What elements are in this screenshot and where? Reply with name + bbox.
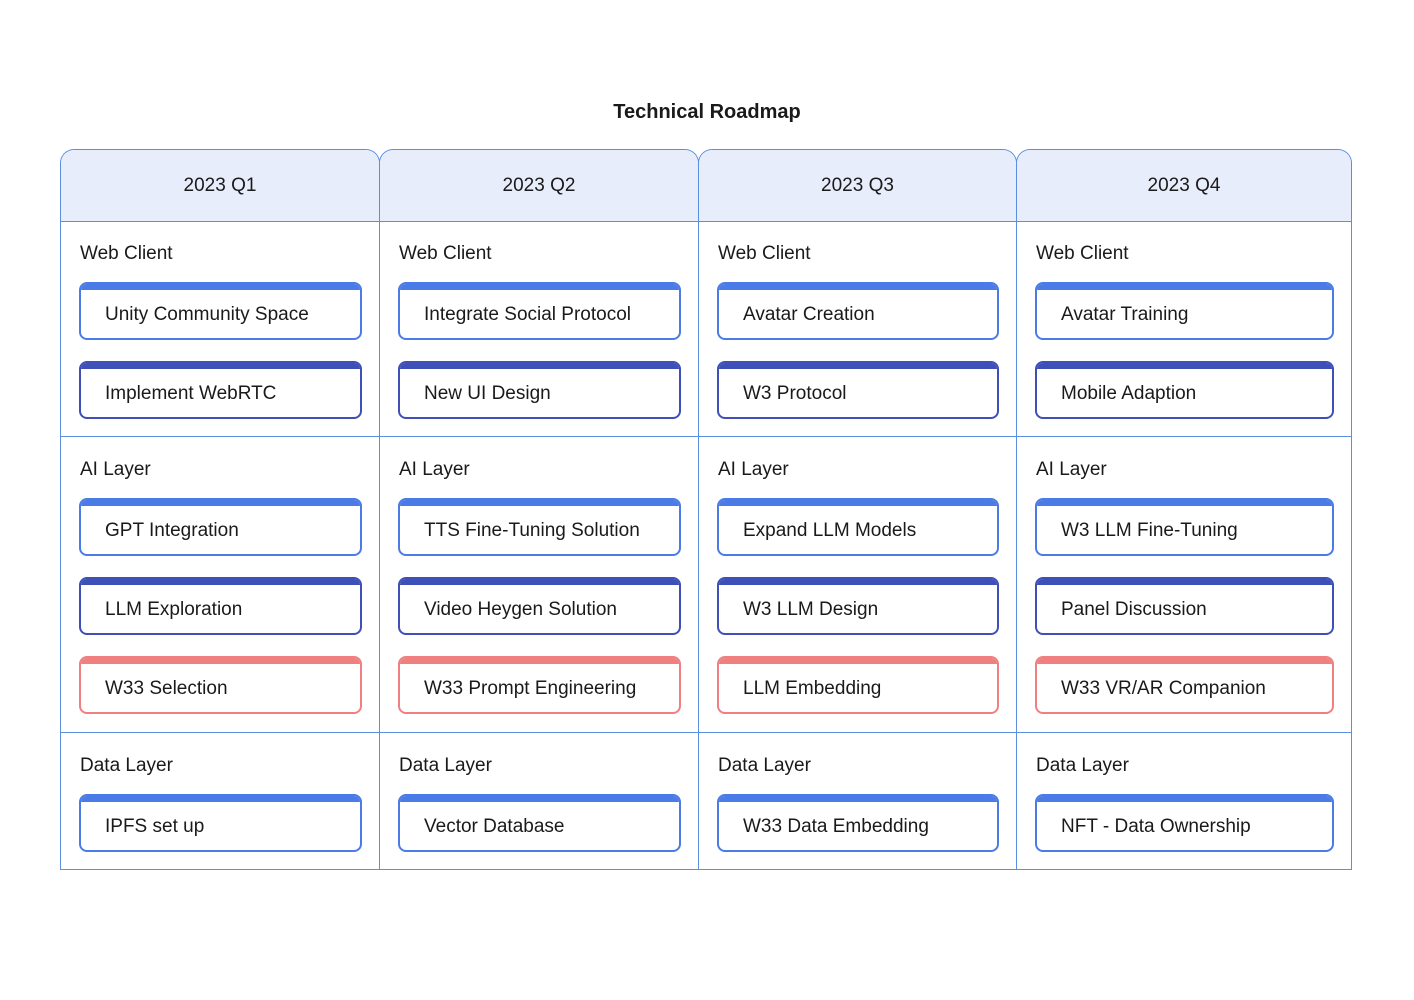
card-label: Vector Database (424, 815, 565, 837)
section-label: Web Client (80, 243, 173, 264)
card-label: Video Heygen Solution (424, 598, 617, 620)
roadmap-card[interactable] (398, 361, 681, 419)
data-layer-section (1017, 733, 1351, 870)
card-label: Expand LLM Models (743, 519, 917, 541)
card-label: W3 LLM Fine-Tuning (1061, 519, 1238, 541)
section-label: AI Layer (399, 459, 470, 480)
roadmap-card[interactable] (717, 577, 999, 635)
data-layer-section (699, 733, 1016, 870)
roadmap-card[interactable] (398, 656, 681, 714)
roadmap-card[interactable] (717, 282, 999, 340)
roadmap-card[interactable] (1035, 498, 1334, 556)
roadmap-card[interactable] (1035, 282, 1334, 340)
section-label: Data Layer (80, 755, 173, 776)
section-label: Web Client (399, 243, 492, 264)
card-label: W33 Selection (105, 677, 228, 699)
card-label: NFT - Data Ownership (1061, 815, 1251, 837)
section-label: AI Layer (718, 459, 789, 480)
card-label: Avatar Training (1061, 303, 1189, 325)
roadmap-card[interactable] (79, 656, 362, 714)
section-label: Data Layer (1036, 755, 1129, 776)
roadmap-card[interactable] (1035, 656, 1334, 714)
section-label: Web Client (1036, 243, 1129, 264)
section-label: Data Layer (399, 755, 492, 776)
web-layer-section (699, 221, 1016, 437)
data-layer-section (61, 733, 379, 870)
quarter-column (1016, 149, 1352, 870)
card-label: Panel Discussion (1061, 598, 1207, 620)
roadmap-card[interactable] (79, 794, 362, 852)
web-layer-section (380, 221, 698, 437)
roadmap-card[interactable] (717, 794, 999, 852)
card-label: IPFS set up (105, 815, 205, 837)
card-label: W33 Data Embedding (743, 815, 929, 837)
card-label: Unity Community Space (105, 303, 309, 325)
roadmap-card[interactable] (79, 577, 362, 635)
card-label: LLM Embedding (743, 677, 882, 699)
roadmap-card[interactable] (717, 361, 999, 419)
roadmap-card[interactable] (1035, 794, 1334, 852)
card-label: Integrate Social Protocol (424, 303, 632, 325)
quarter-column (698, 149, 1017, 870)
card-label: W33 Prompt Engineering (424, 677, 637, 699)
roadmap-card[interactable] (1035, 577, 1334, 635)
roadmap-card[interactable] (398, 498, 681, 556)
roadmap-card[interactable] (717, 656, 999, 714)
roadmap-card[interactable] (398, 577, 681, 635)
card-label: New UI Design (424, 382, 551, 404)
quarter-header: 2023 Q4 (1017, 150, 1351, 222)
web-layer-section (61, 221, 379, 437)
roadmap-card[interactable] (398, 282, 681, 340)
section-label: Data Layer (718, 755, 811, 776)
quarter-header: 2023 Q1 (61, 150, 379, 222)
card-label: Implement WebRTC (105, 382, 277, 404)
page-title: Technical Roadmap (613, 101, 801, 123)
data-layer-section (380, 733, 698, 870)
roadmap-card[interactable] (398, 794, 681, 852)
roadmap-card[interactable] (79, 498, 362, 556)
ai-layer-section (61, 437, 379, 733)
quarter-header: 2023 Q2 (380, 150, 698, 222)
card-label: GPT Integration (105, 519, 239, 541)
web-layer-section (1017, 221, 1351, 437)
card-label: W3 LLM Design (743, 598, 879, 620)
section-label: AI Layer (80, 459, 151, 480)
quarter-column (379, 149, 699, 870)
card-label: TTS Fine-Tuning Solution (424, 519, 640, 541)
ai-layer-section (1017, 437, 1351, 733)
roadmap-card[interactable] (717, 498, 999, 556)
card-label: Avatar Creation (743, 303, 875, 325)
roadmap-card[interactable] (1035, 361, 1334, 419)
card-label: LLM Exploration (105, 598, 243, 620)
card-label: W3 Protocol (743, 382, 847, 404)
card-label: W33 VR/AR Companion (1061, 677, 1266, 699)
quarter-column (60, 149, 380, 870)
roadmap-card[interactable] (79, 282, 362, 340)
roadmap-card[interactable] (79, 361, 362, 419)
quarter-header: 2023 Q3 (699, 150, 1016, 222)
section-label: AI Layer (1036, 459, 1107, 480)
section-label: Web Client (718, 243, 811, 264)
card-label: Mobile Adaption (1061, 382, 1197, 404)
ai-layer-section (699, 437, 1016, 733)
ai-layer-section (380, 437, 698, 733)
